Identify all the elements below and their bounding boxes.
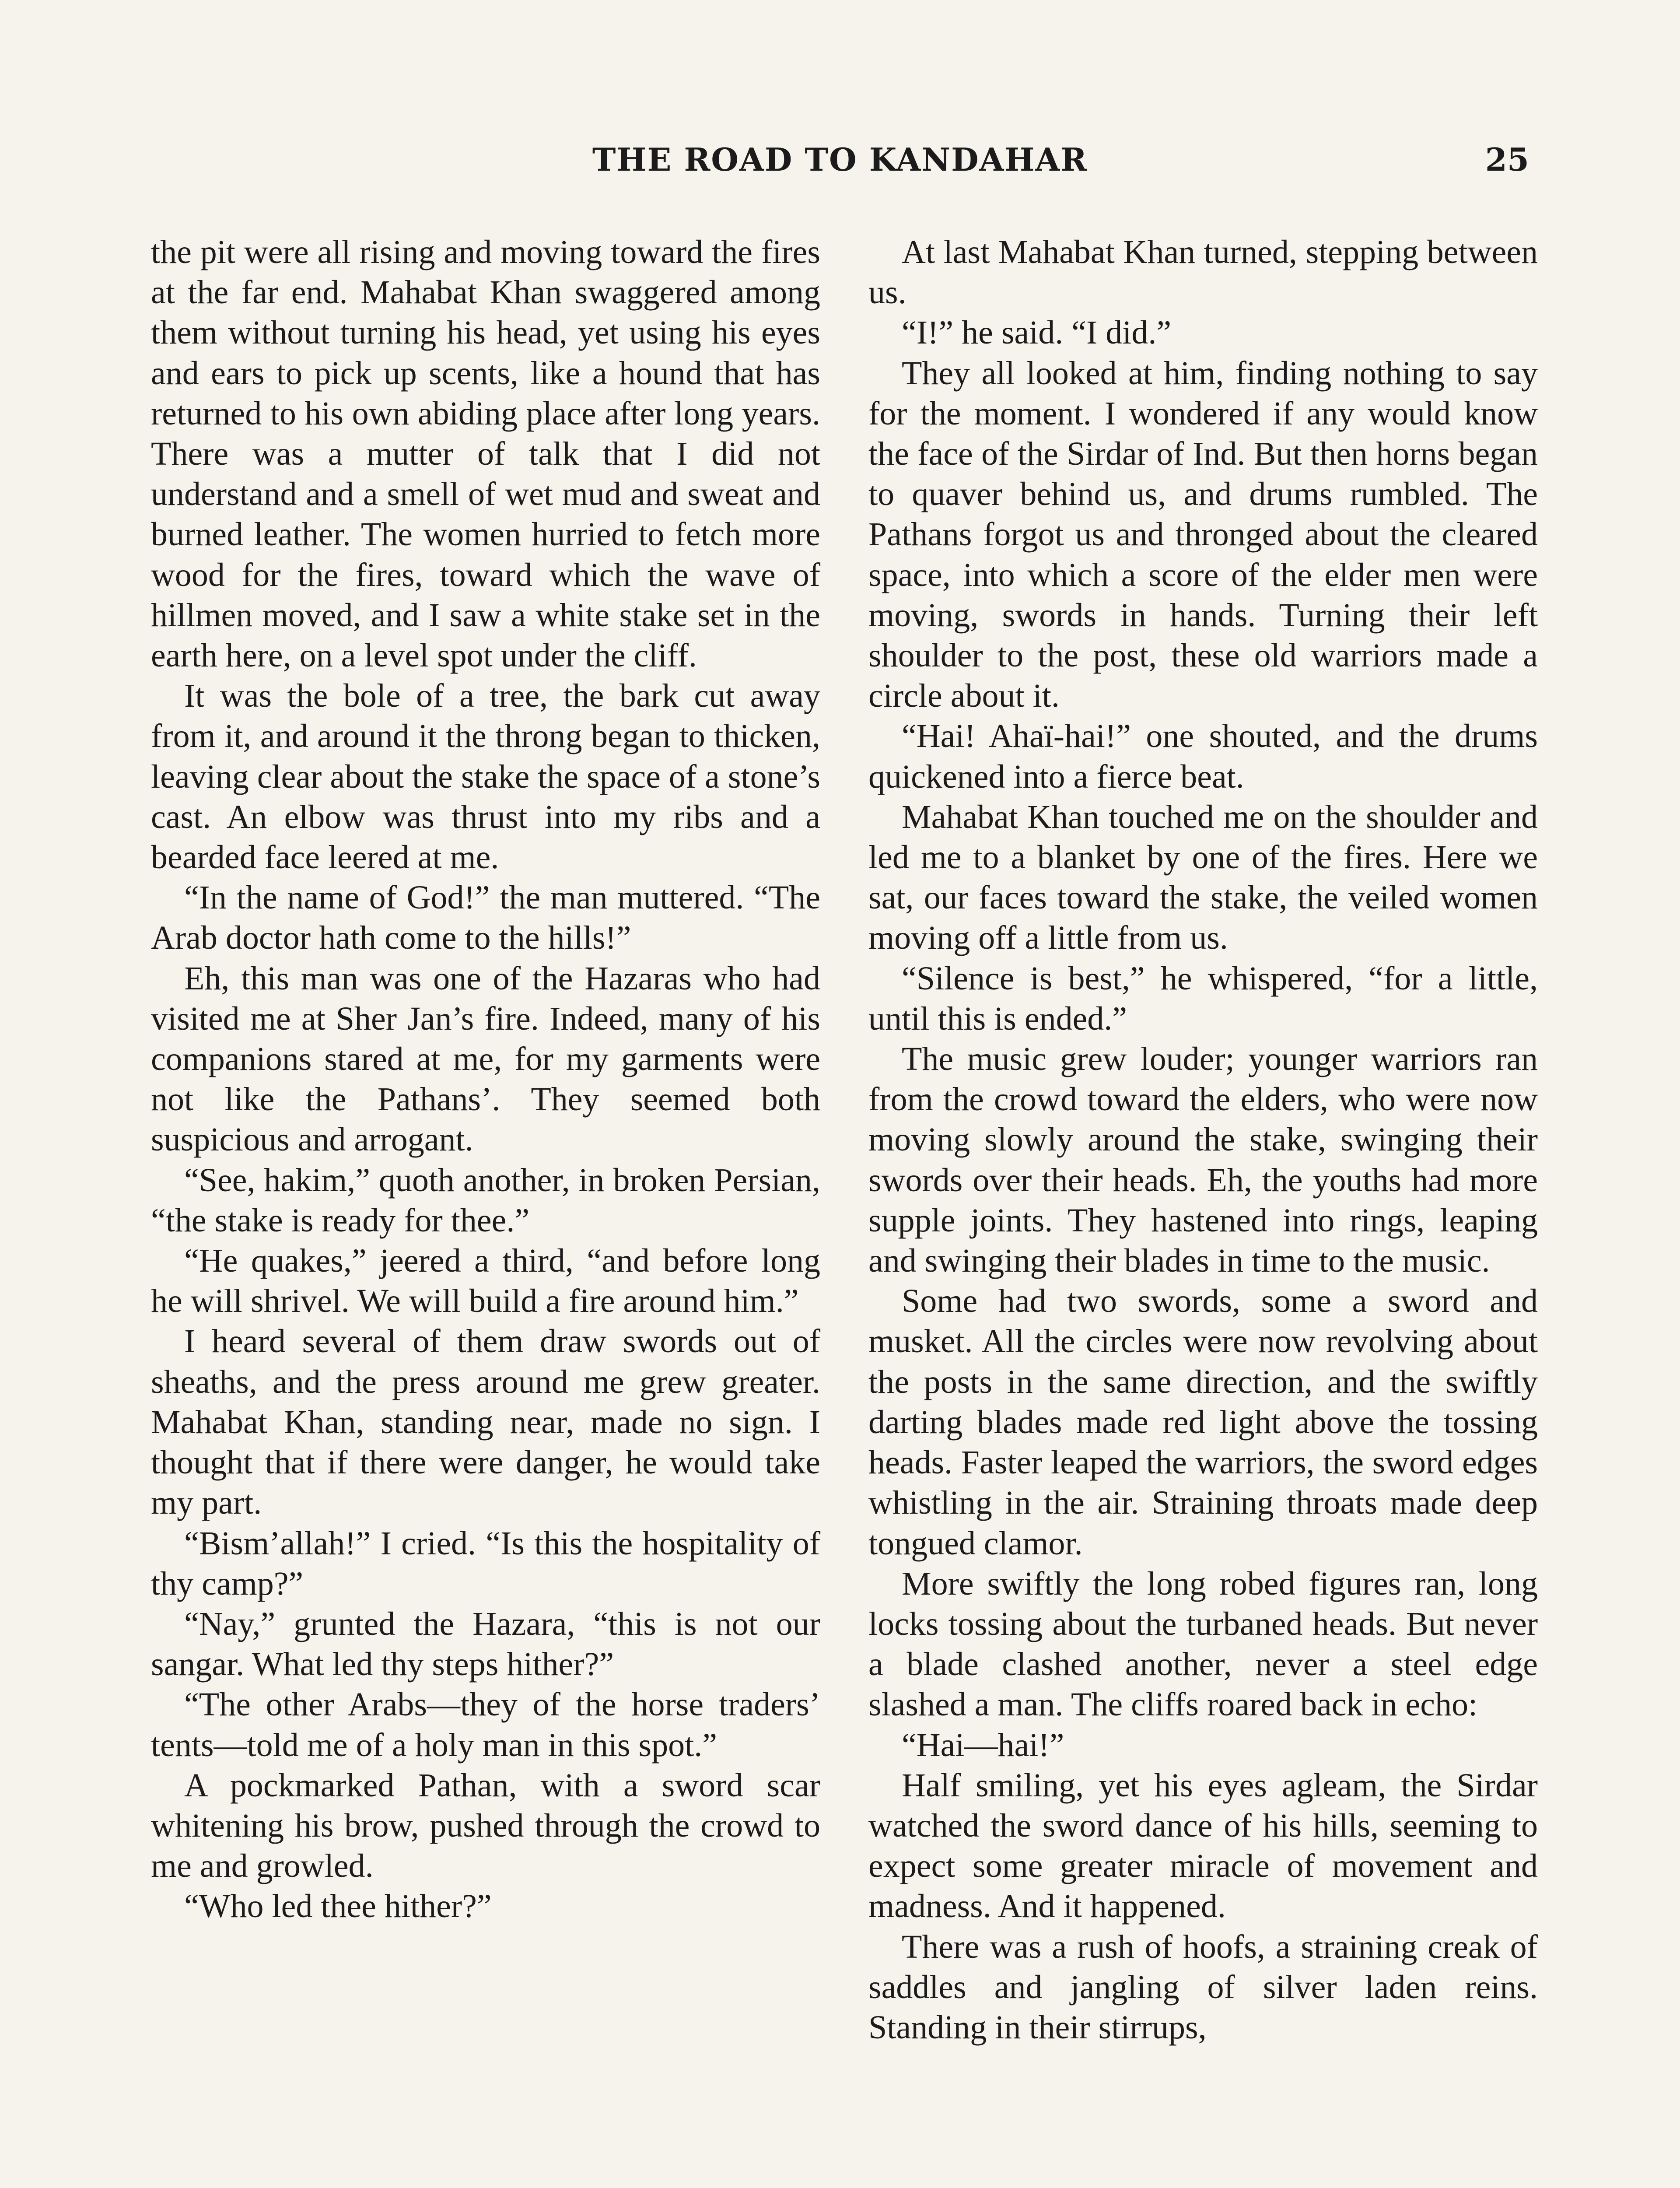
paragraph: A pockmarked Pathan, with a sword scar whitening his brow, pushed through the crowd to me and growled. [151,1767,820,1885]
paragraph: The music grew louder; younger warriors ran from the crowd toward the elders, who were now moving slowly around the stake, swinging their swords over their heads. Eh, the youths had more supple joints. They hastened into rings, leaping and swinging their blades in time to the music. [868,1041,1538,1280]
paragraph: “Silence is best,” he whispered, “for a little, until this is ended.” [868,960,1538,1037]
paragraph: “Hai! Ahaï-hai!” one shouted, and the drums quickened into a fierce beat. [868,718,1538,795]
left-column [151,232,820,1927]
paragraph: “I!” he said. “I did.” [902,314,1172,351]
paragraph: the pit were all rising and moving toward the fires at the far end. Mahabat Khan swaggered among them without turning his head, yet using his eyes and ears to pick up scents, like a hound that has returned to his own abiding place after long years. There was a mutter of talk that I did not understand and a smell of wet mud and sweat and burned leather. The women hurried to fetch more wood for the fires, toward which the wave of hillmen moved, and I saw a white stake set in the earth here, on a level spot under the cliff. [151,234,820,674]
paragraph: “Hai—hai!” [902,1726,1064,1764]
paragraph: I heard several of them draw swords out of sheaths, and the press around me grew greater. Mahabat Khan, standing near, made no sign. I thought that if there were danger, he would take my part. [151,1323,820,1522]
paragraph: “Who led thee hither?” [184,1888,492,1925]
paragraph: At last Mahabat Khan turned, stepping between us. [868,234,1538,311]
paragraph: More swiftly the long robed figures ran, long locks tossing about the turbaned heads. But never a blade clashed another, never a steel edge slashed a man. The cliffs roared back in echo: [868,1565,1538,1723]
paragraph: “Nay,” grunted the Hazara, “this is not our sangar. What led thy steps hither?” [151,1605,820,1683]
paragraph: “In the name of God!” the man muttered. “The Arab doctor hath come to the hills!” [151,879,820,957]
paragraph: “He quakes,” jeered a third, “and before long he will shrivel. We will build a fire around him.” [151,1242,820,1320]
paragraph: “The other Arabs—they of the horse traders’ tents—told me of a holy man in this spot.” [151,1686,820,1764]
running-title: THE ROAD TO KANDAHAR [592,141,1088,178]
paragraph: They all looked at him, finding nothing to say for the moment. I wondered if any would know the face of the Sirdar of Ind. But then horns began to quaver behind us, and drums rumbled. The Pathans forgot us and thronged about the cleared space, into which a score of the elder men were moving, swords in hands. Turning their left shoulder to the post, these old warriors made a circle about it. [868,354,1538,715]
paragraph: Half smiling, yet his eyes agleam, the Sirdar watched the sword dance of his hills, seeming to expect some greater miracle of movement and madness. And it happened. [868,1767,1538,1925]
paragraph: “See, hakim,” quoth another, in broken Persian, “the stake is ready for thee.” [151,1161,820,1239]
right-column [868,232,1538,2048]
paragraph: Some had two swords, some a sword and musket. All the circles were now revolving about the posts in the same direction, and the swiftly darting blades made red light above the tossing heads. Faster leaped the warriors, the sword edges whistling in the air. Straining throats made deep tongued clamor. [868,1283,1538,1562]
paragraph: “Bism’allah!” I cried. “Is this the hospitality of thy camp?” [151,1525,820,1602]
paragraph: Mahabat Khan touched me on the shoulder and led me to a blanket by one of the fires. Here we sat, our faces toward the stake, the veiled women moving off a little from us. [868,798,1538,957]
paragraph: It was the bole of a tree, the bark cut away from it, and around it the throng began to thicken, leaving clear about the stake the space of a stone’s cast. An elbow was thrust into my ribs and a bearded face leered at me. [151,677,820,876]
page-number: 25 [1485,141,1529,178]
page-header [0,136,1680,184]
paragraph: Eh, this man was one of the Hazaras who had visited me at Sher Jan’s fire. Indeed, many of his companions stared at me, for my garments were not like the Pathans’. They seemed both suspicious and arrogant. [151,960,820,1158]
paragraph: There was a rush of hoofs, a straining creak of saddles and jangling of silver laden reins. Standing in their stirrups, [868,1928,1538,2046]
